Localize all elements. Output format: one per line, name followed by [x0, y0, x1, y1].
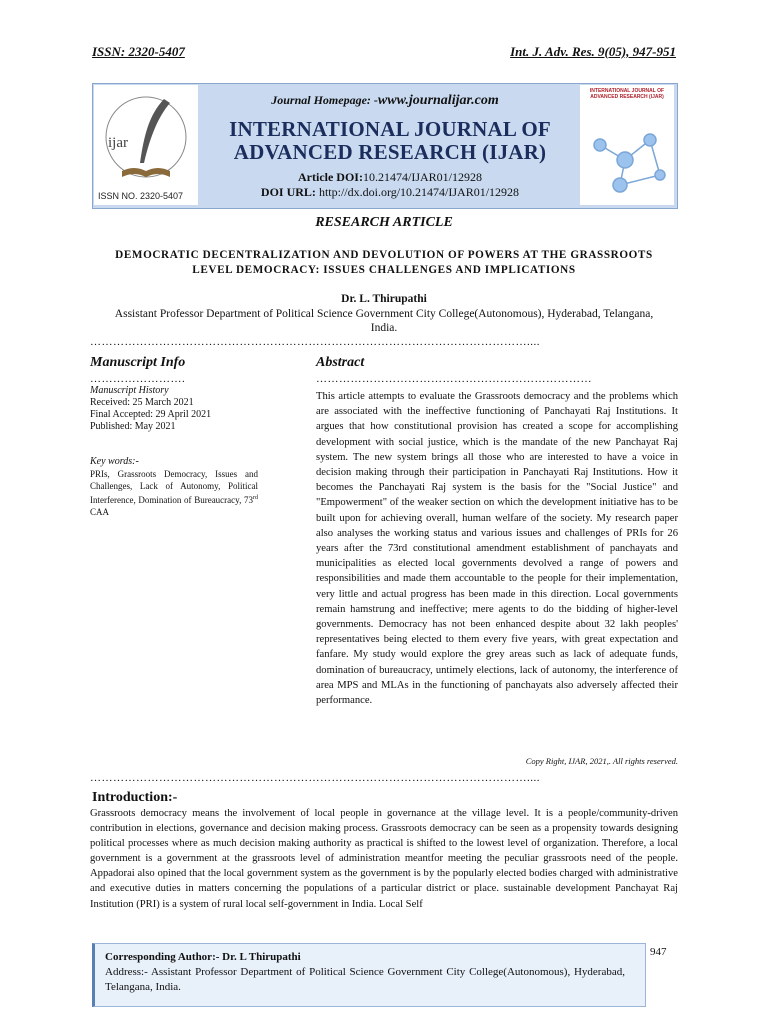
abstract-heading: Abstract [316, 355, 365, 370]
manuscript-info-heading: Manuscript Info [90, 355, 186, 370]
logo-text: ijar [108, 135, 128, 151]
separator-right: ……………………………………………………………… [316, 373, 592, 385]
separator-left: ……………………. [90, 373, 186, 385]
homepage-link[interactable]: www.journalijar.com [377, 93, 499, 108]
corresponding-author: Corresponding Author:- Dr. L Thirupathi [105, 951, 301, 963]
citation-header: Int. J. Adv. Res. 9(05), 947-951 [510, 44, 676, 59]
doi-block: Article DOI:10.21474/IJAR01/12928 DOI URL: http://dx.doi.org/10.21474/IJAR01/12928 [260, 170, 520, 199]
journal-logo [94, 85, 198, 205]
separator-top: …………………………………………………………………………………………………….... [90, 336, 540, 348]
manuscript-history: Manuscript History Received: 25 March 2021 Final Accepted: 29 April 2021 Published: May 2021 [90, 385, 212, 432]
separator-bottom: …………………………………………………………………………………………………….... [90, 772, 540, 784]
quill-book-icon [94, 85, 198, 205]
doi-url[interactable]: http://dx.doi.org/10.21474/IJAR01/12928 [315, 185, 520, 199]
copyright: Copy Right, IJAR, 2021,. All rights reserved. [525, 756, 678, 766]
keywords: Key words:- PRIs, Grassroots Democracy, Issues and Challenges, Lack of Autonomy, Political Interference, Domination of Bureaucracy, 73rd CAA [90, 456, 258, 517]
author-name: Dr. L. Thirupathi [341, 293, 427, 305]
abstract-text: This article attempts to evaluate the Grassroots democracy and the problems which are associated with the ineffective functioning of Panchayati Raj Institutions. It argues that how constitutional provision has created a scope for accomplishing development with social justice, which is the mandate of the new Panchayat Raj system. The new system brings all those who are interested to have a voice in decision making through their participation in Panchayati Raj Institutions. How it becomes the Panchayati Raj system is the basis for the "Social Justice" and "Empowerment" of the weaker section on which the development initiative has to be built upon for achieving overall, human welfare of the society. My research paper also analyses the working status and various issues and challenges of PRIs for 26 years after the 73rd constitutional amendment establishment of panchayats and municipalities as elected local governments devolved a range of powers and responsibilities and made them accountable to the people for their implementation, very little and actual progress has been made in this direction. Local governments remain hamstrung and ineffective; mere agents to do the bidding of higher-level governments. Democracy has not been enhanced despite about 32 lakh peoples' representatives being elected to them every five years, with great expectation and fanfare. My study would explore the grey areas such as lack of adequate funds, domination of bureaucracy, untimely elections, lack of autonomy, the interference of area MPS and MLAs in the functioning of panchayats also adversely affected their performance. [316, 391, 678, 707]
corresponding-address: Address:- Assistant Professor Department of Political Science Government City College(Autonomous), Hyderabad, Telangana, India. [105, 966, 625, 993]
article-type: RESEARCH ARTICLE [315, 215, 453, 230]
page-number: 947 [650, 946, 667, 958]
journal-homepage: Journal Homepage: -www.journalijar.com [271, 93, 499, 108]
introduction-text: Grassroots democracy means the involvement of local people in governance at the village level. It is a people/community-driven contribution in elections, governance and decision making process. Grassroots democracy can be seen as a propensity towards designing political processes where as much decision making authority as practical is shifted to the lowest level of organization. Therefore, a local government is a government at the grassroots level of administration meantfor meeting the peculiar grassroots need of the people. Appadorai also opined that the local government system as the government is by the popularly elected bodies charged with administrative and executive duties in matters concerning the populations of a particular district or place. sustainable development Panchayat Raj Institution (PRI) is a system of rural local self-government in India. Local Self [90, 808, 678, 910]
corresponding-author-box [92, 943, 646, 1007]
logo-issn: ISSN NO. 2320-5407 [98, 191, 184, 201]
journal-title: INTERNATIONAL JOURNAL OF ADVANCED RESEARCH (IJAR) [229, 117, 551, 164]
article-title: DEMOCRATIC DECENTRALIZATION AND DEVOLUTION OF POWERS AT THE GRASSROOTS LEVEL DEMOCRACY: ISSUES CHALLENGES AND IMPLICATIONS [115, 249, 653, 276]
author-affiliation: Assistant Professor Department of Political Science Government City College(Autonomous), Hyderabad, Telangana, India. [114, 308, 654, 334]
doi-value: 10.21474/IJAR01/12928 [362, 170, 482, 184]
cover-title: INTERNATIONAL JOURNAL OF ADVANCED RESEARCH (IJAR) [589, 88, 665, 100]
issn-header: ISSN: 2320-5407 [92, 44, 185, 59]
molecule-cover-icon [580, 85, 674, 205]
introduction-heading: Introduction:- [92, 790, 178, 805]
journal-cover [580, 85, 674, 205]
